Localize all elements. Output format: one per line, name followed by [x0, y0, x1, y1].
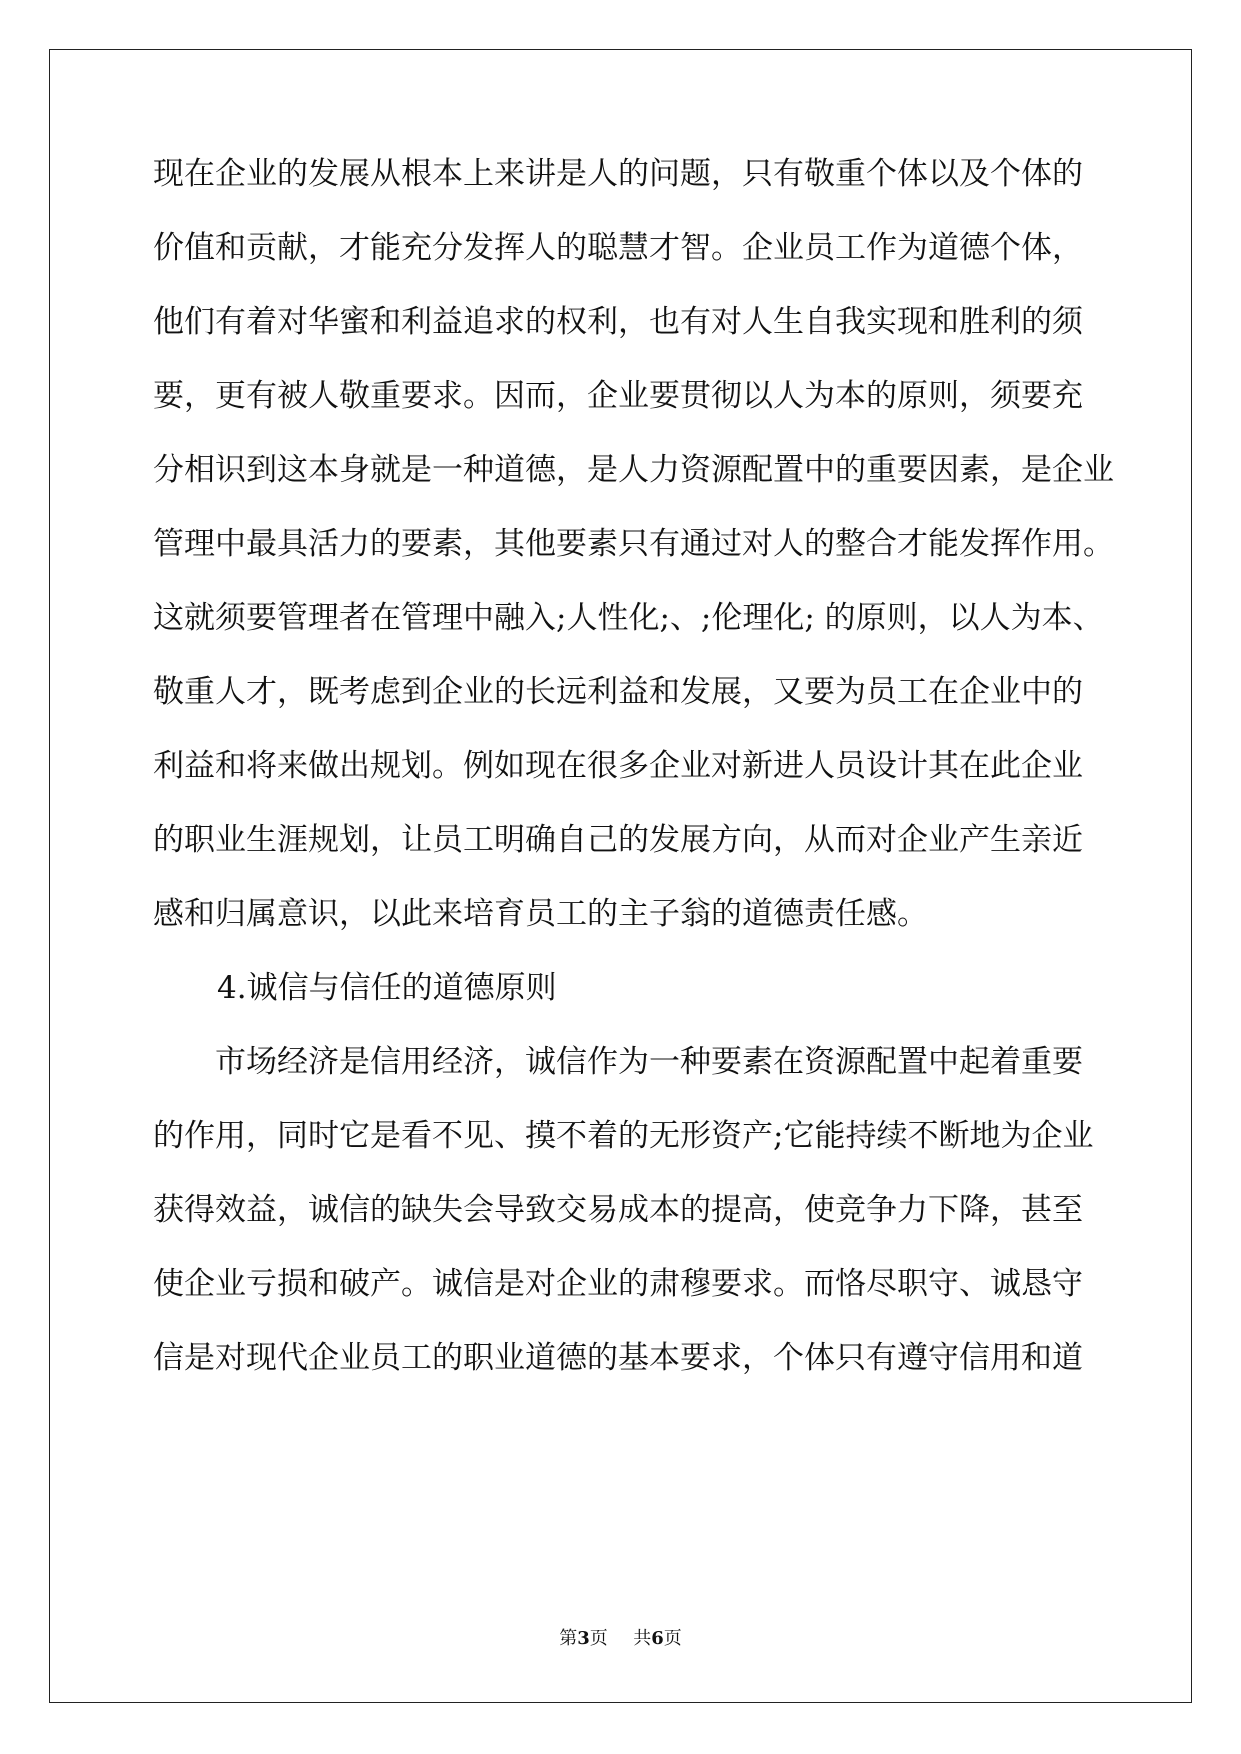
body-line-11: 感和归属意识，以此来培育员工的主子翁的道德责任感。	[153, 896, 928, 932]
body-line-2: 价值和贡献，才能充分发挥人的聪慧才智。企业员工作为道德个体，	[153, 230, 1083, 266]
body-line-15: 获得效益，诚信的缺失会导致交易成本的提高，使竞争力下降，甚至	[153, 1192, 1083, 1228]
body-line-10: 的职业生涯规划，让员工明确自己的发展方向，从而对企业产生亲近	[153, 822, 1083, 858]
body-line-16: 使企业亏损和破产。诚信是对企业的肃穆要求。而恪尽职守、诚恳守	[153, 1266, 1083, 1302]
body-line-3: 他们有着对华蜜和利益追求的权利，也有对人生自我实现和胜利的须	[153, 304, 1083, 340]
page-label-prefix: 第	[559, 1628, 578, 1649]
total-label-suffix: 页	[663, 1628, 682, 1649]
page-footer	[0, 1627, 1241, 1651]
body-line-14: 的作用，同时它是看不见、摸不着的无形资产;它能持续不断地为企业	[153, 1118, 1094, 1154]
body-line-5: 分相识到这本身就是一种道德，是人力资源配置中的重要因素，是企业	[153, 452, 1114, 488]
total-pages: 6	[651, 1628, 664, 1649]
body-line-9: 利益和将来做出规划。例如现在很多企业对新进人员设计其在此企业	[153, 748, 1083, 784]
body-line-8: 敬重人才，既考虑到企业的长远利益和发展，又要为员工在企业中的	[153, 674, 1083, 710]
body-line-4: 要，更有被人敬重要求。因而，企业要贯彻以人为本的原则，须要充	[153, 378, 1083, 414]
body-line-1: 现在企业的发展从根本上来讲是人的问题，只有敬重个体以及个体的	[153, 156, 1083, 192]
section-heading: 4.诚信与信任的道德原则	[217, 970, 557, 1006]
body-line-6: 管理中最具活力的要素，其他要素只有通过对人的整合才能发挥作用。	[153, 526, 1114, 562]
page-border	[49, 49, 1192, 1703]
body-line-17: 信是对现代企业员工的职业道德的基本要求，个体只有遵守信用和道	[153, 1340, 1083, 1376]
body-line-13: 市场经济是信用经济，诚信作为一种要素在资源配置中起着重要	[215, 1044, 1083, 1080]
body-line-7: 这就须要管理者在管理中融入;人性化;、;伦理化; 的原则，以人为本、	[153, 600, 1104, 636]
page-label-suffix: 页	[589, 1628, 608, 1649]
total-label-prefix: 共	[633, 1628, 652, 1649]
page-number: 3	[577, 1628, 590, 1649]
